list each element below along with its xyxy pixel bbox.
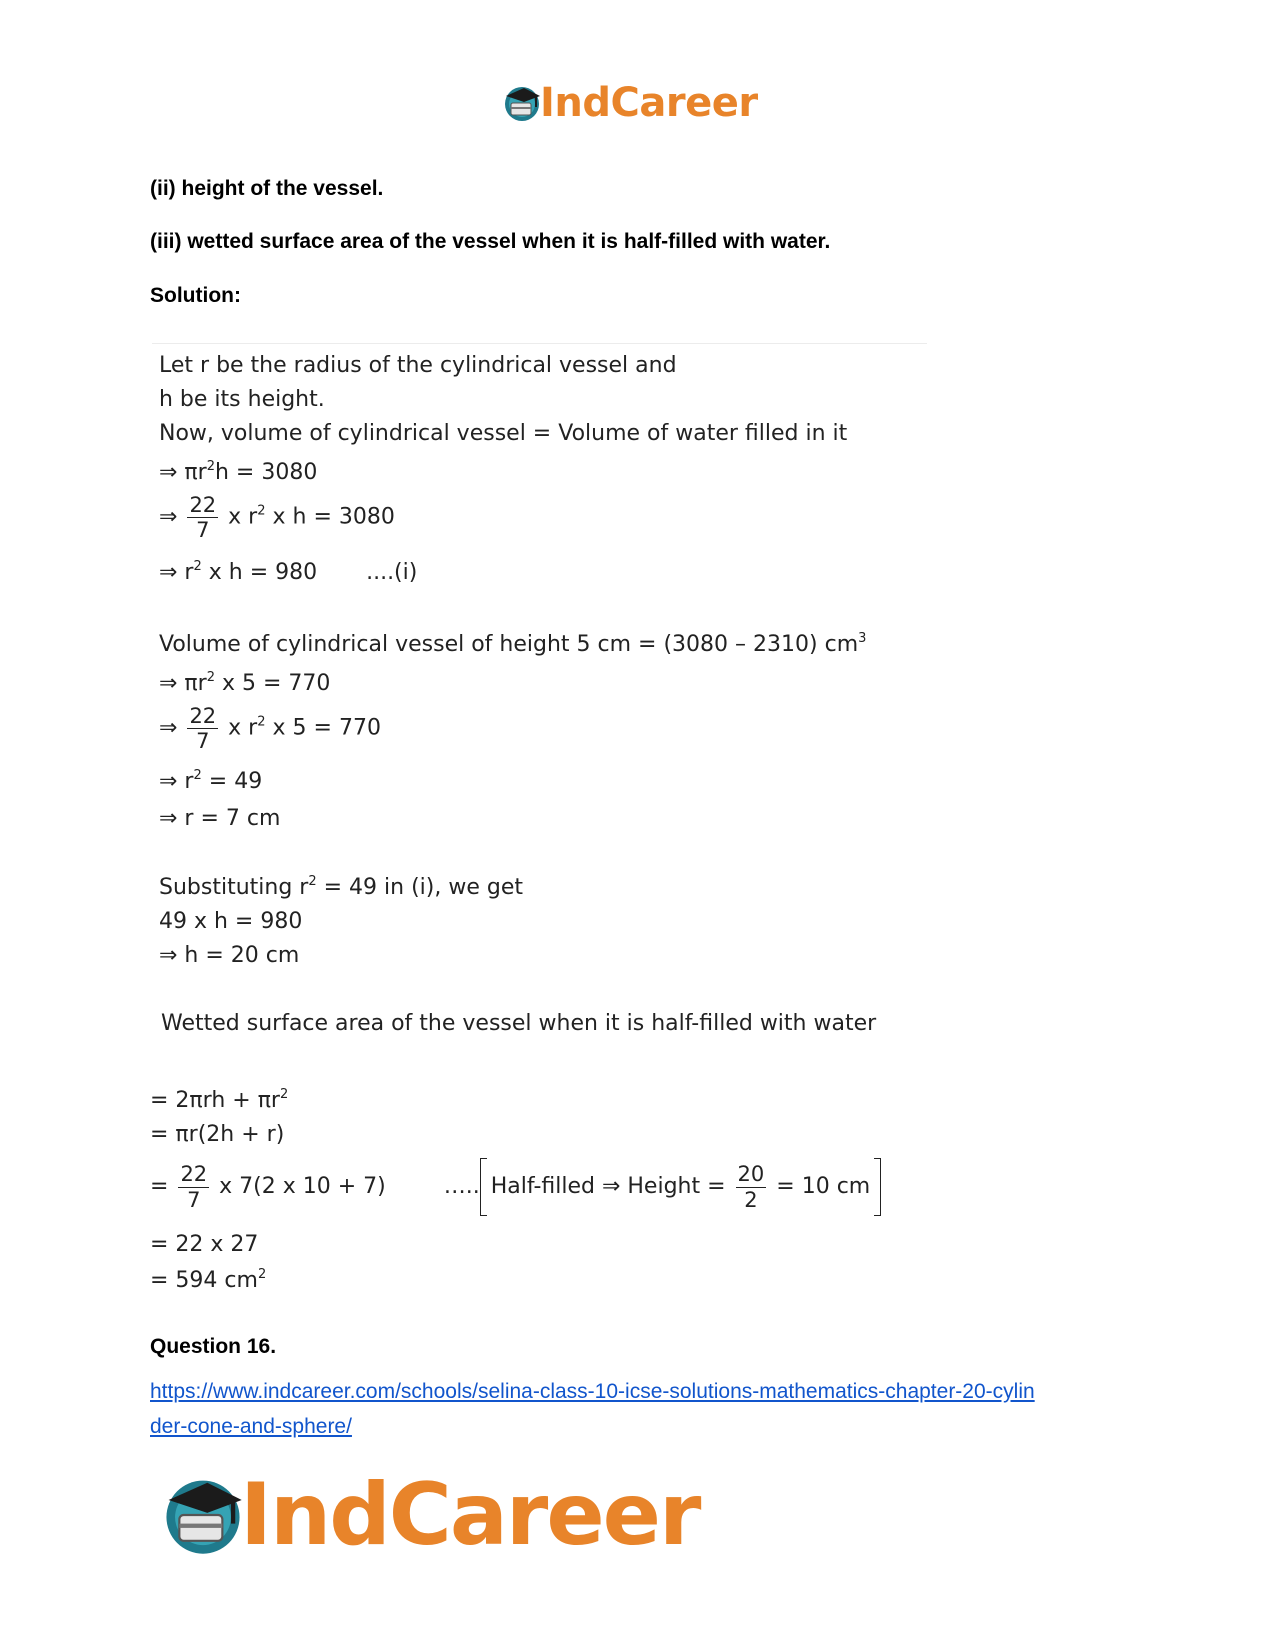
question-part-ii: (ii) height of the vessel.: [150, 177, 384, 200]
fraction-22-over-7: $\frac{22}{7}$: [189, 493, 217, 543]
equation-2: ⇒ $\frac{22}{7}$ x $r^2$ x h = 3080: [159, 493, 395, 543]
equation-8: 49 x h = 980: [159, 909, 303, 934]
wetted-step-2: = πr(2h + r): [150, 1122, 285, 1147]
right-bracket: [874, 1158, 881, 1216]
equation-7: ⇒ r = 7 cm: [159, 806, 281, 831]
wetted-surface-heading: Wetted surface area of the vessel when it is half-filled with water: [161, 1011, 877, 1036]
graduation-cap-icon: [160, 1472, 246, 1558]
equation-4: ⇒ $\pi r^2$ x 5 = 770: [159, 670, 331, 696]
question-part-iii: (iii) wetted surface area of the vessel when it is half-filled with water.: [150, 230, 831, 253]
volume-of-5cm-line: Volume of cylindrical vessel of height 5 cm = (3080 – 2310) $cm^3$: [159, 631, 867, 657]
equation-5: ⇒ $\frac{22}{7}$ x $r^2$ x 5 = 770: [159, 704, 381, 754]
solution-image-border: [152, 343, 927, 344]
equation-3: ⇒ $r^2$ x h = 980 ....(i): [159, 559, 418, 585]
solution-label: Solution:: [150, 284, 241, 307]
source-link-line-1[interactable]: https://www.indcareer.com/schools/selina-class-10-icse-solutions-mathematics-chapter-20-cylin: [150, 1380, 1035, 1403]
indcareer-logo-header: [502, 78, 758, 128]
fraction-22-over-7: $\frac{22}{7}$: [180, 1162, 208, 1212]
left-bracket: [480, 1158, 487, 1216]
substitution-line: Substituting $r^2 = 49$ in (i), we get: [159, 874, 523, 900]
solution-intro-line-1: Let r be the radius of the cylindrical vessel and: [159, 353, 677, 378]
fraction-22-over-7: $\frac{22}{7}$: [189, 704, 217, 754]
question-16-heading: Question 16.: [150, 1335, 277, 1358]
equation-1: ⇒ $\pi r^2h = 3080$: [159, 459, 318, 485]
wetted-step-5: = 594 $cm^2$: [150, 1267, 267, 1293]
solution-intro-line-3: Now, volume of cylindrical vessel = Volume of water filled in it: [159, 421, 848, 446]
wetted-step-3: = $\frac{22}{7}$ x 7(2 x 10 + 7) ….. Half-filled ⇒ Height = $\frac{20}{2}$ = 10 cm: [150, 1158, 881, 1216]
logo-wordmark: IndCareer: [240, 1465, 700, 1565]
fraction-20-over-2: $\frac{20}{2}$: [737, 1162, 765, 1212]
equation-6: ⇒ $r^2 = 49$: [159, 768, 263, 794]
logo-wordmark: IndCareer: [540, 80, 758, 126]
graduation-cap-icon: [502, 83, 542, 123]
indcareer-logo-footer: [160, 1465, 699, 1565]
source-link-line-2[interactable]: der-cone-and-sphere/: [150, 1415, 352, 1438]
equation-9: ⇒ h = 20 cm: [159, 943, 300, 968]
wetted-step-4: = 22 x 27: [150, 1232, 259, 1257]
wetted-step-1: = $2\pi rh + \pi r^2$: [150, 1087, 289, 1113]
solution-intro-line-2: h be its height.: [159, 387, 325, 412]
